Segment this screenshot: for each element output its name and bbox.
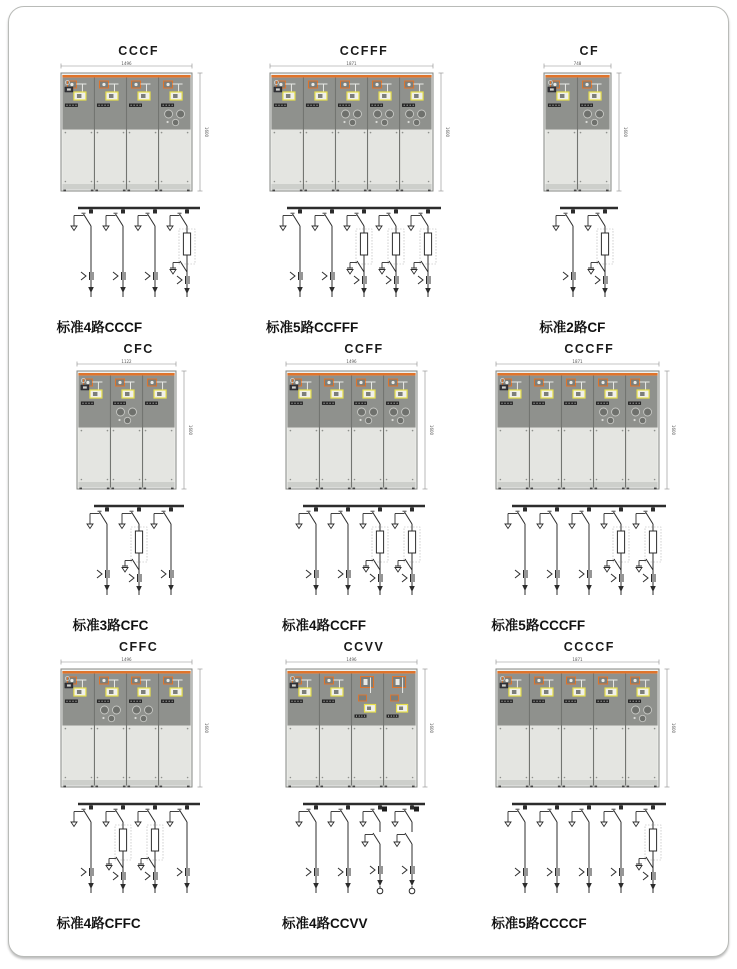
circuit-diagram — [280, 498, 448, 614]
config-cell-ccccf — [477, 640, 702, 936]
circuit-diagram — [55, 796, 223, 912]
cabinet-drawing — [55, 656, 222, 794]
config-cell-ccfff — [251, 44, 476, 340]
config-caption: 标准5路CCCCF — [491, 916, 587, 931]
config-cell-cffc — [26, 640, 251, 936]
config-title: CCCFF — [564, 342, 615, 356]
config-title: CCFF — [344, 342, 384, 356]
config-cell-cfc — [26, 342, 251, 638]
svg-text:748: 748 — [573, 60, 582, 66]
config-stack — [71, 342, 207, 634]
config-caption: 标准4路CCCF — [56, 320, 143, 335]
config-stack — [489, 640, 689, 932]
config-caption: 标准5路CCCFF — [491, 618, 586, 633]
config-caption: 标准3路CFC — [72, 618, 149, 633]
config-caption: 标准4路CCVV — [281, 916, 368, 931]
svg-text:1600: 1600 — [670, 424, 676, 436]
config-stack — [280, 342, 448, 634]
circuit-diagram — [71, 498, 207, 614]
config-stack — [55, 44, 223, 336]
svg-text:1496: 1496 — [121, 60, 132, 66]
circuit-diagram — [489, 796, 689, 912]
config-cell-cccff — [477, 342, 702, 638]
config-caption: 标准4路CCFF — [281, 618, 366, 633]
svg-text:1496: 1496 — [346, 358, 358, 364]
svg-text:1496: 1496 — [346, 656, 358, 662]
circuit-diagram — [537, 200, 641, 316]
config-stack — [55, 640, 223, 932]
circuit-diagram — [55, 200, 223, 316]
config-title: CCVV — [343, 640, 385, 654]
config-cell-cccf — [26, 44, 251, 340]
config-title: CF — [579, 44, 600, 58]
svg-text:1871: 1871 — [346, 60, 358, 66]
cabinet-drawing — [538, 60, 641, 198]
svg-text:1600: 1600 — [429, 722, 435, 734]
svg-text:1600: 1600 — [204, 126, 210, 138]
svg-text:1600: 1600 — [445, 126, 451, 138]
config-title: CCCF — [118, 44, 160, 58]
circuit-diagram — [489, 498, 689, 614]
config-title: CFFC — [118, 640, 159, 654]
svg-text:1600: 1600 — [429, 424, 435, 436]
configurations-grid — [26, 44, 702, 936]
config-title: CCFFF — [339, 44, 389, 58]
svg-text:1871: 1871 — [572, 358, 583, 364]
svg-text:1600: 1600 — [204, 722, 210, 734]
svg-text:1600: 1600 — [188, 424, 194, 436]
cabinet-drawing — [490, 656, 689, 794]
cabinet-drawing — [71, 358, 206, 496]
circuit-diagram — [280, 796, 448, 912]
svg-text:1122: 1122 — [121, 358, 132, 364]
config-cell-cf — [477, 44, 702, 340]
config-caption: 标准5路CCFFF — [265, 320, 359, 335]
config-cell-ccff — [251, 342, 476, 638]
svg-text:1600: 1600 — [670, 722, 676, 734]
config-stack — [264, 44, 464, 336]
cabinet-drawing — [55, 60, 222, 198]
svg-text:1600: 1600 — [622, 126, 628, 138]
cabinet-drawing — [280, 656, 447, 794]
cabinet-drawing — [490, 358, 689, 496]
config-cell-ccvv — [251, 640, 476, 936]
config-caption: 标准2路CF — [539, 320, 606, 335]
circuit-diagram — [264, 200, 464, 316]
svg-text:1496: 1496 — [121, 656, 132, 662]
cabinet-drawing — [280, 358, 447, 496]
config-stack — [280, 640, 448, 932]
cabinet-drawing — [264, 60, 463, 198]
config-stack — [537, 44, 641, 336]
config-title: CCCCF — [563, 640, 615, 654]
config-title: CFC — [123, 342, 154, 356]
config-caption: 标准4路CFFC — [56, 916, 141, 931]
config-stack — [489, 342, 689, 634]
svg-text:1871: 1871 — [572, 656, 583, 662]
